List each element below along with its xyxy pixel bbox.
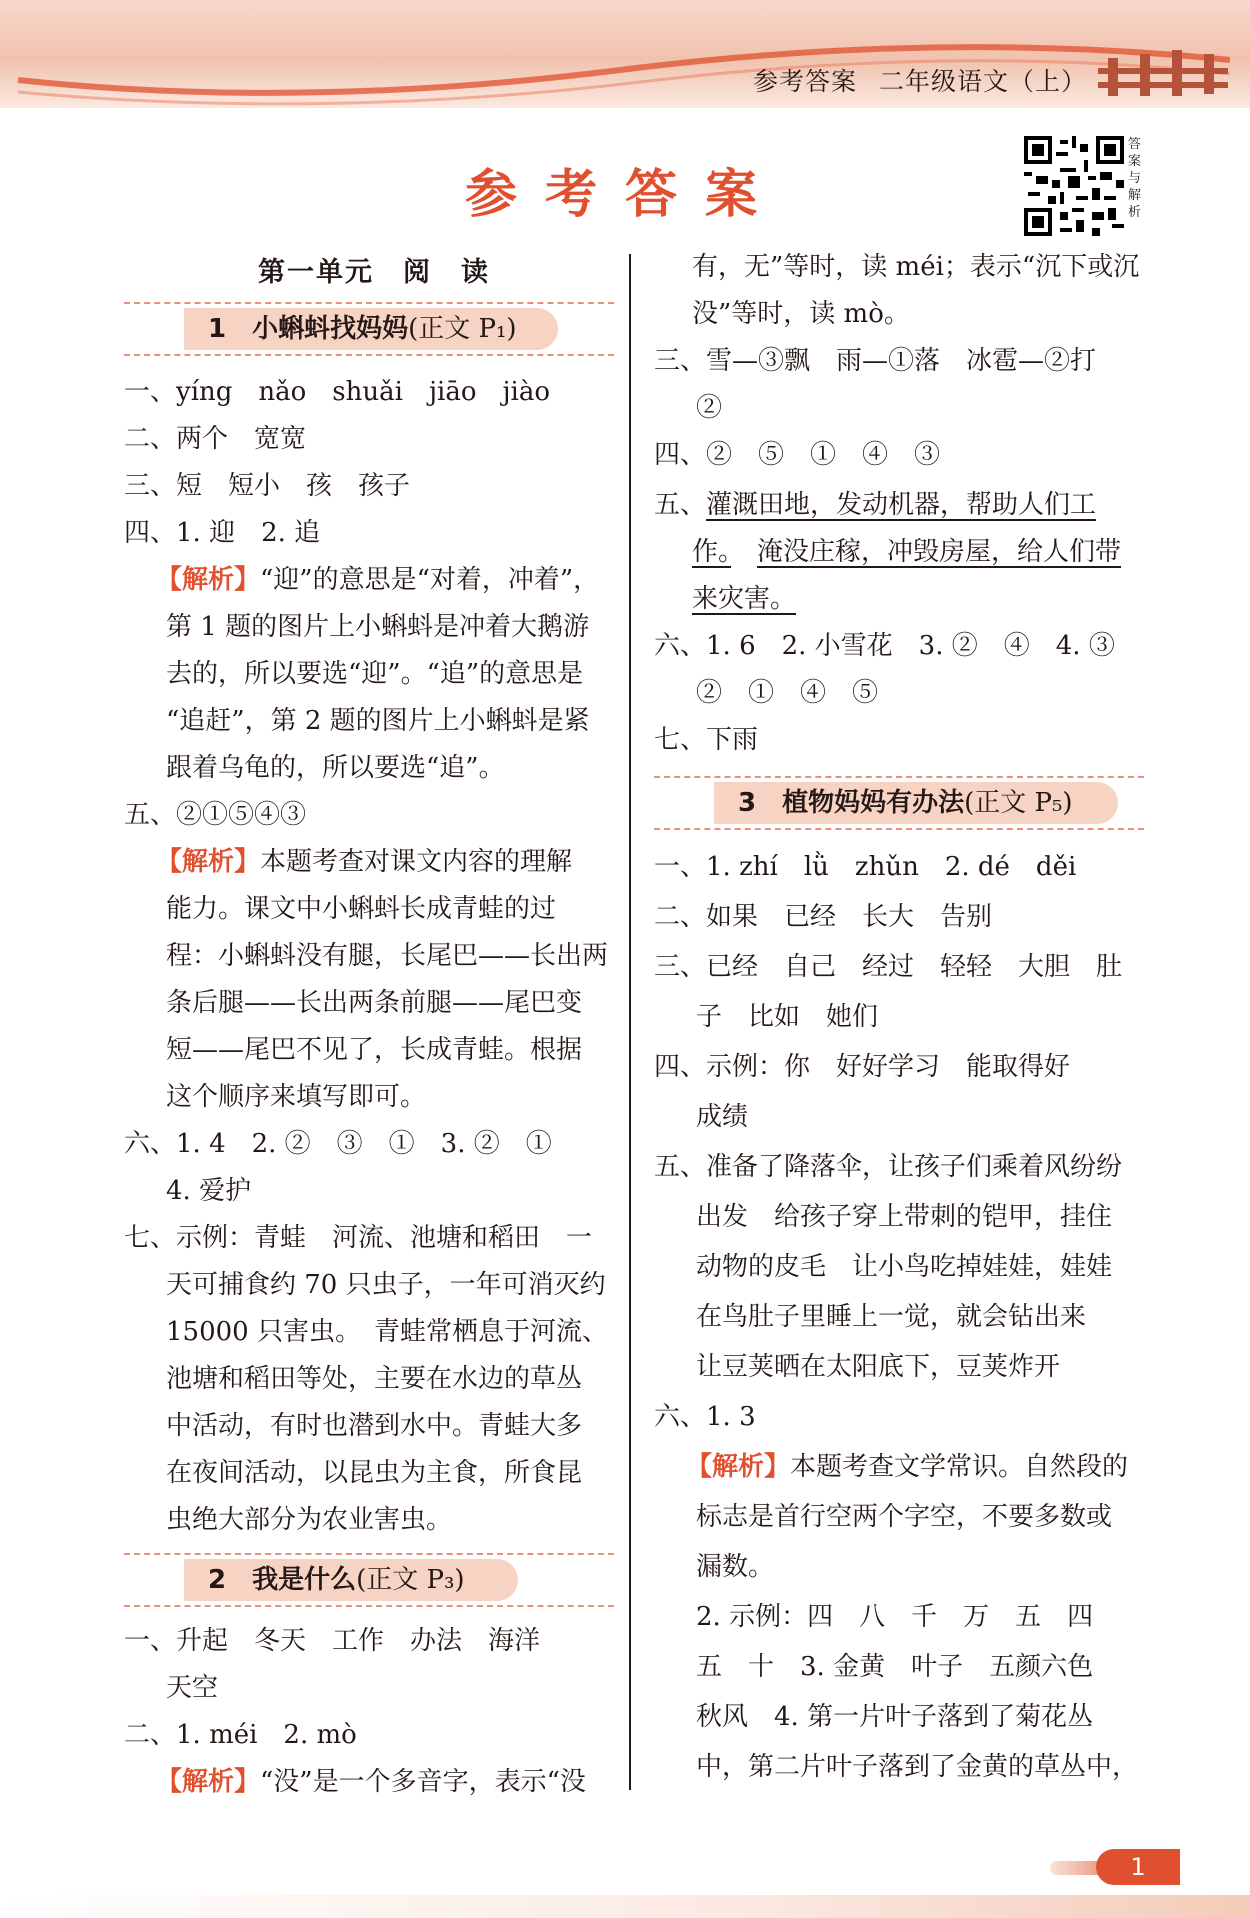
answer-line: 在鸟肚子里睡上一觉，就会钻出来 [670,1302,1087,1332]
analysis-line: 【解析】本题考查文学常识。自然段的 [686,1452,1129,1482]
answer-line: 虫绝大部分为农业害虫。 [140,1505,453,1535]
answer-line: 中，第二片叶子落到了金黄的草丛中， [670,1752,1139,1782]
answer-line: 一、yíng nǎo shuǎi jiāo jiào [124,377,551,407]
answer-line: 六、1. 4 2. ② ③ ① 3. ② ① [124,1129,552,1159]
answer-line: 一、1. zhí lǜ zhǔn 2. dé děi [654,852,1077,882]
answer-line: 子 比如 她们 [670,1002,879,1032]
page-number: 1 [1096,1849,1180,1885]
answer-line: 二、1. méi 2. mò [124,1720,357,1750]
analysis-line: 【解析】“迎”的意思是“对着，冲着”， [156,565,600,595]
answer-line: 没”等时，读 mò。 [692,299,910,329]
analysis-line: 程：小蝌蚪没有腿，长尾巴——长出两 [166,941,609,971]
answer-line: 六、1. 3 [654,1402,756,1432]
running-header [753,62,1109,98]
answer-line: ② ① ④ ⑤ [670,678,879,708]
answer-line: 三、已经 自己 经过 轻轻 大胆 肚 [654,952,1123,982]
answer-line: 秋风 4. 第一片叶子落到了菊花丛 [670,1702,1094,1732]
answer-line: 池塘和稻田等处，主要在水边的草丛 [140,1364,583,1394]
analysis-line: 漏数。 [696,1552,775,1582]
analysis-label: 【解析】 [156,847,261,877]
analysis-line: 这个顺序来填写即可。 [166,1082,427,1112]
answer-line: 五、灌溉田地，发动机器，帮助人们工 [654,490,1097,520]
section-header-2 [124,1553,614,1607]
answer-line: 五、②①⑤④③ [124,800,307,830]
section-header-1 [124,302,614,356]
header-label: 参考答案 [753,67,858,96]
answer-line: 中活动，有时也潜到水中。青蛙大多 [140,1411,583,1441]
analysis-line: 去的，所以要选“迎”。“追”的意思是 [166,659,584,689]
answer-line: 二、如果 已经 长大 告别 [654,902,993,932]
answer-line: 六、1. 6 2. 小雪花 3. ② ④ 4. ③ [654,631,1115,661]
answer-line: 五、准备了降落伞，让孩子们乘着风纷纷 [654,1152,1123,1182]
analysis-label: 【解析】 [156,565,261,595]
answer-line: 让豆荚晒在太阳底下，豆荚炸开 [670,1352,1061,1382]
analysis-line: 【解析】本题考查对课文内容的理解 [156,847,573,877]
answer-line: ② [670,393,723,423]
answer-line: 四、1. 迎 2. 追 [124,518,321,548]
header-subject: 二年级语文（上） [879,67,1088,96]
analysis-line: 能力。课文中小蝌蚪长成青蛙的过 [166,894,557,924]
answer-line: 一、升起 冬天 工作 办法 海洋 [124,1626,541,1656]
answer-line: 4. 爱护 [140,1176,252,1206]
answer-line: 动物的皮毛 让小鸟吃掉娃娃，娃娃 [670,1252,1113,1282]
answer-line: 四、示例：你 好好学习 能取得好 [654,1052,1071,1082]
section-title-3: 3 植物妈妈有办法(正文 P₅) [714,782,1118,824]
answer-line: 出发 给孩子穿上带刺的铠甲，挂住 [670,1202,1113,1232]
unit-heading: 第一单元 阅 读 [258,257,490,288]
answer-line: 四、② ⑤ ① ④ ③ [654,440,941,470]
qr-label: 答 案 与 解 析 [1128,137,1142,220]
answer-line: 2. 示例：四 八 千 万 五 四 [670,1602,1094,1632]
analysis-line: 条后腿——长出两条前腿——尾巴变 [166,988,583,1018]
analysis-line: 【解析】“没”是一个多音字，表示“没 [156,1767,586,1797]
section-title-2: 2 我是什么(正文 P₃) [184,1559,518,1601]
analysis-line: 短——尾巴不见了，长成青蛙。根据 [166,1035,583,1065]
footer-band [0,1895,1250,1918]
analysis-label: 【解析】 [686,1452,791,1482]
answer-line: 三、短 短小 孩 孩子 [124,471,411,501]
section-title-1: 1 小蝌蚪找妈妈(正文 P₁) [184,308,558,350]
answer-line: 二、两个 宽宽 [124,424,307,454]
answer-line: 作。 淹没庄稼，冲毁房屋，给人们带 [692,537,1122,567]
answer-line: 天空 [140,1673,219,1703]
answer-line: 有，无”等时，读 méi；表示“沉下或沉 [692,252,1140,282]
answer-line: 五 十 3. 金黄 叶子 五颜六色 [670,1652,1094,1682]
page-title: 参考答案 [464,165,785,225]
analysis-line: “追赶”，第 2 题的图片上小蝌蚪是紧 [166,706,590,736]
analysis-line: 标志是首行空两个字空，不要多数或 [696,1502,1113,1532]
answer-line: 三、雪—③飘 雨—①落 冰雹—②打 [654,346,1097,376]
column-divider [629,254,631,1790]
answer-line: 来灾害。 [692,584,797,614]
answer-line: 成绩 [670,1102,749,1132]
analysis-line: 跟着乌龟的，所以要选“追”。 [166,753,505,783]
answer-line: 七、下雨 [654,725,759,755]
analysis-label: 【解析】 [156,1767,261,1797]
qr-code-icon[interactable] [1024,136,1124,236]
answer-line: 15000 只害虫。 青蛙常栖息于河流、 [140,1317,608,1347]
answer-line: 天可捕食约 70 只虫子，一年可消灭约 [140,1270,606,1300]
analysis-line: 第 1 题的图片上小蝌蚪是冲着大鹅游 [166,612,590,642]
section-header-3 [654,776,1144,830]
answer-line: 在夜间活动，以昆虫为主食，所食昆 [140,1458,583,1488]
answer-line: 七、示例：青蛙 河流、池塘和稻田 一 [124,1223,593,1253]
